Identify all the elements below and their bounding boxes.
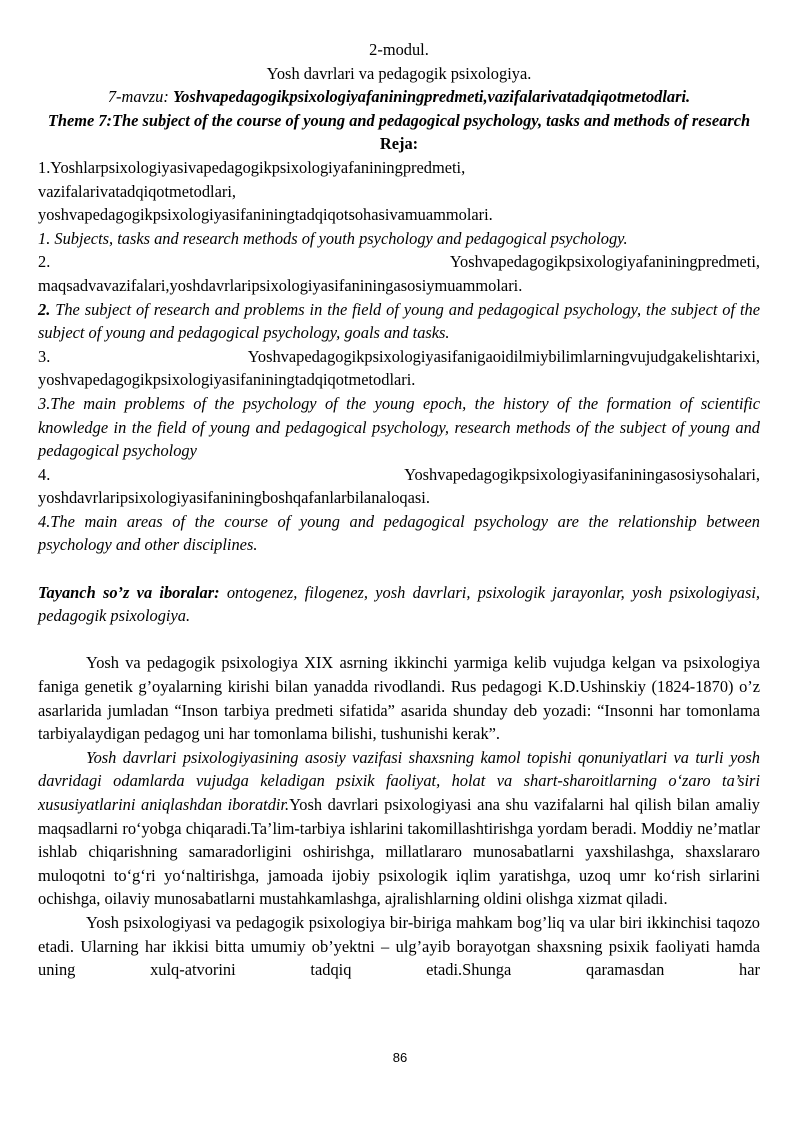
plan-title: Reja: xyxy=(379,134,419,154)
keywords-text: ontogenez, filogenez, yosh davrlari, psixologik jarayonlar, yosh psixologiyasi, pedagogik psixologiya. xyxy=(38,582,760,626)
theme-prefix: 7-mavzu: xyxy=(107,87,169,107)
plan-item-1-en: 1. Subjects, tasks and research methods of youth psychology and pedagogical psychology. xyxy=(38,228,628,248)
plan-item-4-en: 4.The main areas of the course of young and pedagogical psychology are the relationship between psychology and other disciplines. xyxy=(38,511,760,555)
body-paragraph-2-italic: Yosh davrlari psixologiyasining asosiy vazifasi shaxsning kamol topishi qonuniyatlari va turli yosh davridagi odamlarda vujudga keladigan psixik faoliyat, holat va shart-sharoitlarning o‘zaro ta’siri xususiyatlarini aniqlashdan iboratdir. xyxy=(38,747,760,814)
plan-item-2-en-text: The subject of research and problems in the field of young and pedagogical psychology, the subject of the subject of young and pedagogical psychology, goals and tasks. xyxy=(38,299,760,343)
body-paragraph-2 xyxy=(38,746,760,911)
plan-item-1-uz-b: vazifalarivatadqiqotmetodlari, xyxy=(38,181,236,201)
document-page xyxy=(38,38,760,982)
page-number: 86 xyxy=(392,1050,408,1065)
plan-item-4-uz-a: 4. Yoshvapedagogikpsixologiyasifaniningasosiysohalari, xyxy=(38,464,760,484)
theme-en: Theme 7:The subject of the course of young and pedagogical psychology, tasks and methods of research xyxy=(47,110,751,130)
body-paragraph-2-rest: Yosh davrlari psixologiyasi ana shu vazifalarni hal qilish bilan amaliy maqsadlarni ro‘yobga chiqaradi.Ta’lim-tarbiya ishlarini takomillashtirishga yordam beradi. Moddiy ne’matlar ishlab chiqarishning samaradorligini oshirishga, millatlararo munosabatlarni yaxshilashga, shaxslararo muloqotni to‘g‘ri yo‘naltirishga, jamoada ijobiy psixologik iqlim yaratishga, uzoq umr ko‘rish sirlarini ochishga, oilaviy munosabatlarni mustahkamlashga, ajralishlarning oldini olishga xizmat qiladi. xyxy=(38,795,761,909)
theme-uz-title: Yoshvapedagogikpsixologiyafaniningpredmeti,vazifalarivatadqiqotmetodlari. xyxy=(172,87,691,107)
course-title: Yosh davrlari va pedagogik psixologiya. xyxy=(266,63,532,83)
spacer xyxy=(38,628,760,652)
plan-item-4-uz-b: yoshdavrlaripsixologiyasifaniningboshqafanlarbilanaloqasi. xyxy=(38,488,430,508)
theme-uz xyxy=(38,85,760,109)
body-paragraph-3: Yosh psixologiyasi va pedagogik psixologiya bir-biriga mahkam bog’liq va ular biri ikkinchisi taqozo etadi. Ularning har ikkisi bitta umumiy ob’yektni – ulg’ayib borayotgan shaxsning psixik faoliyati hamda uning xulq-atvorini tadqiq etadi.Shunga qaramasdan har xyxy=(38,912,760,980)
keywords-label: Tayanch so’z va iboralar: xyxy=(38,582,220,602)
plan-item-1-uz-c: yoshvapedagogikpsixologiyasifaniningtadqiqotsohasivamuammolari. xyxy=(38,205,493,225)
plan-item-2-uz-b: maqsadvavazifalari,yoshdavrlaripsixologiyasifaniningasosiymuammolari. xyxy=(38,275,523,295)
plan-item-3-uz-b: yoshvapedagogikpsixologiyasifaniningtadqiqotmetodlari. xyxy=(38,370,416,390)
keywords xyxy=(38,581,760,628)
spacer xyxy=(38,557,760,581)
body-paragraph-1: Yosh va pedagogik psixologiya XIX asrning ikkinchi yarmiga kelib vujudga kelgan va psixologiya faniga genetik g’oyalarning kirishi bilan yanadda rivodlandi. Rus pedagogi K.D.Ushinskiy (1824-1870) o’z asarlarida jumladan “Inson tarbiya predmeti sifatida” asarida shunday deb yozadi: “Insonni har tomonlama tarbiyalaydigan pedagog uni har tomonlama bilishi, tushunishi kerak”. xyxy=(38,653,760,744)
module-heading: 2-modul. xyxy=(369,40,429,59)
plan-item-2-uz-a: 2. Yoshvapedagogikpsixologiyafaniningpredmeti, xyxy=(38,252,760,272)
plan-item-3-uz-a: 3. Yoshvapedagogikpsixologiyasifanigaoidilmiybilimlarningvujudgakelishtarixi, xyxy=(38,346,760,366)
plan-item-3-en: 3.The main problems of the psychology of the young epoch, the history of the formation of scientific knowledge in the field of young and pedagogical psychology, research methods of the subject of young and pedagogical psychology xyxy=(38,393,760,461)
plan-item-2-en xyxy=(38,298,760,345)
plan-item-2-en-number: 2. xyxy=(38,299,51,319)
plan-item-1-uz-a: 1.Yoshlarpsixologiyasivapedagogikpsixologiyafaniningpredmeti, xyxy=(38,157,466,177)
